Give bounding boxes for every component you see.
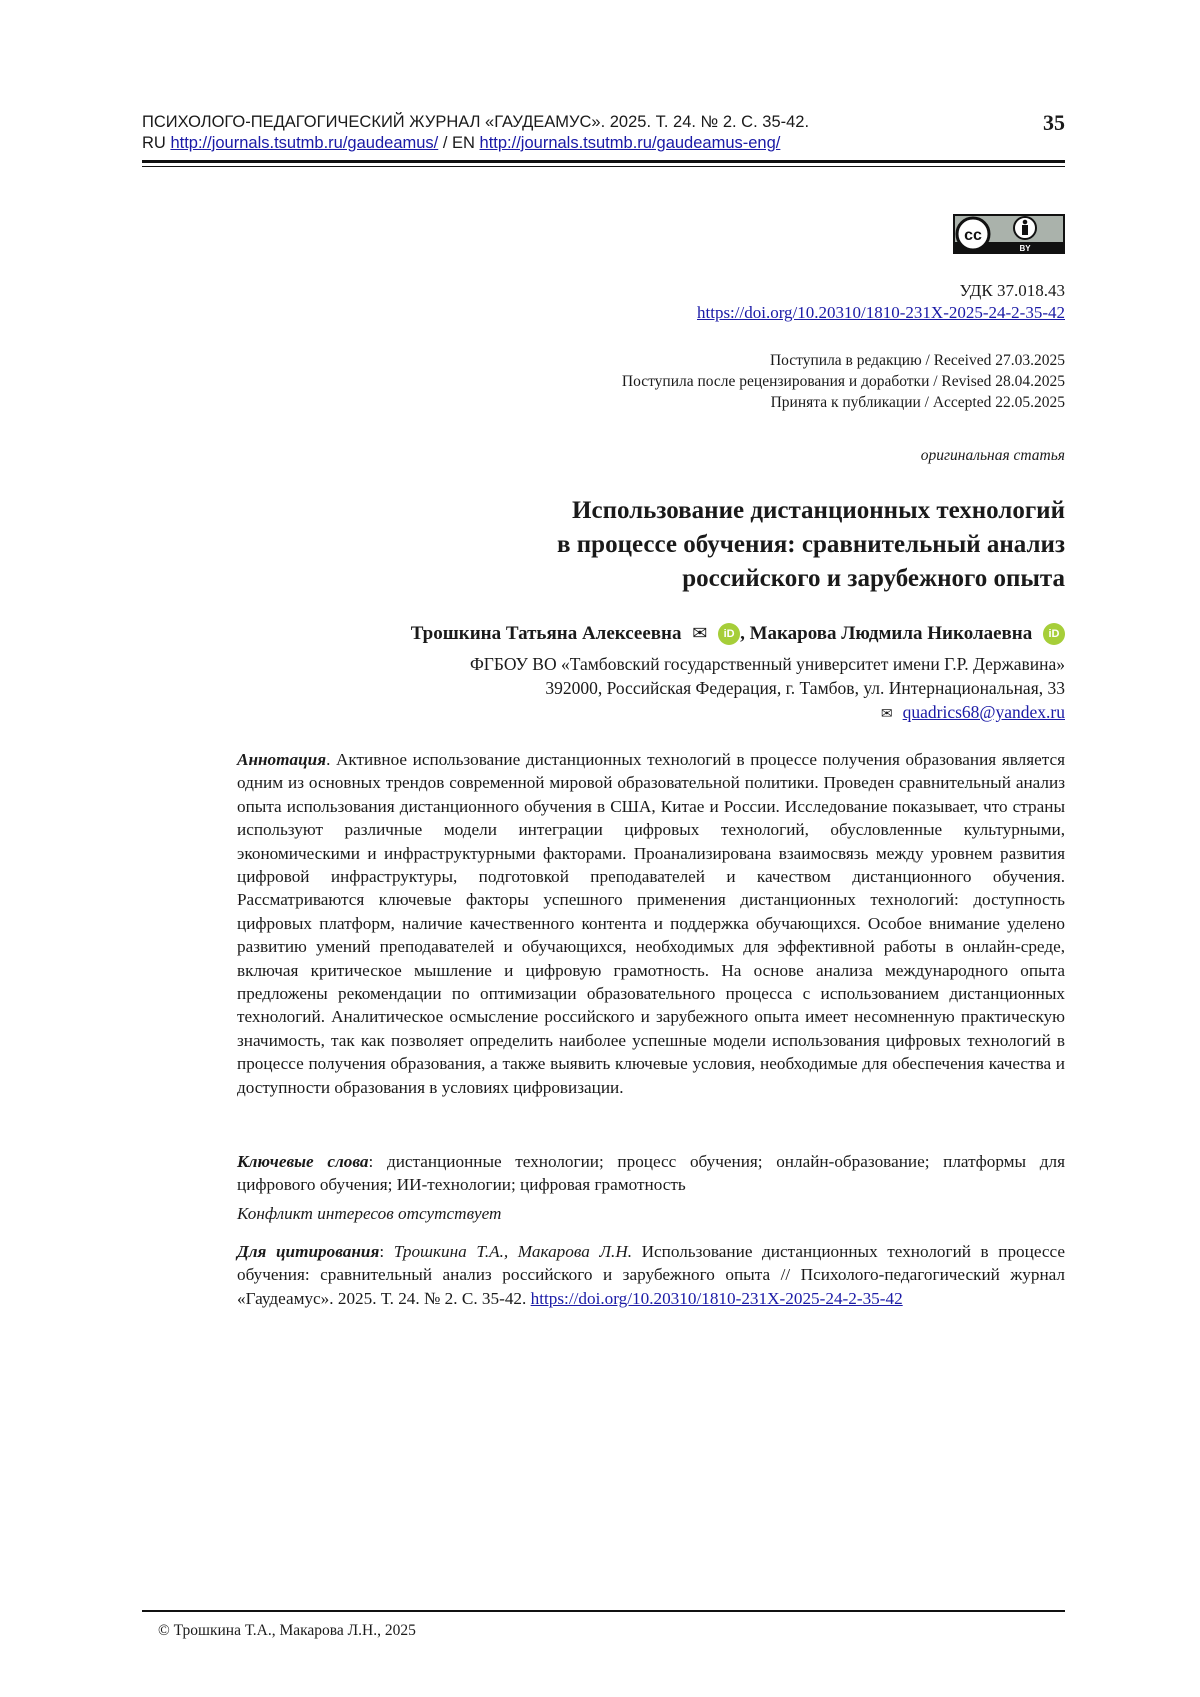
envelope-icon: ✉ [692, 623, 708, 643]
revised-date: Поступила после рецензирования и доработки / Revised 28.04.2025 [621, 373, 1065, 390]
title-line: российского и зарубежного опыта [682, 565, 1065, 592]
abstract [237, 748, 1065, 1099]
abstract-label: Аннотация [237, 750, 327, 769]
citation-text: Использование дистанционных технологий в процессе обучения: сравнительный анализ российского и зарубежного опыта // Психолого-педагогический журнал «Гаудеамус». 2025. Т. 24. № 2. С. 35-42. [237, 1242, 1065, 1308]
article-type: оригинальная статья [920, 447, 1065, 464]
en-prefix: / EN [442, 134, 475, 152]
en-url-link[interactable]: http://journals.tsutmb.ru/gaudeamus-eng/ [479, 134, 781, 152]
author-2: , Макарова Людмила Николаевна [740, 623, 1033, 644]
author-1: Трошкина Татьяна Алексеевна [410, 623, 682, 644]
journal-line: ПСИХОЛОГО-ПЕДАГОГИЧЕСКИЙ ЖУРНАЛ «ГАУДЕАМУС». 2025. Т. 24. № 2. С. 35-42. [142, 113, 810, 131]
authors-line [411, 620, 1065, 647]
running-header [142, 112, 1065, 154]
conflict-statement: Конфликт интересов отсутствует [237, 1204, 502, 1223]
keywords [237, 1150, 1065, 1197]
affiliation-org: ФГБОУ ВО «Тамбовский государственный университет имени Г.Р. Державина» [469, 654, 1065, 674]
citation [237, 1240, 1065, 1310]
header-rule-thin [142, 166, 1065, 167]
title-line: Использование дистанционных технологий [572, 497, 1065, 524]
affiliation-address: 392000, Российская Федерация, г. Тамбов, ул. Интернациональная, 33 [545, 678, 1065, 698]
cc-label: cc [964, 227, 982, 244]
email-link[interactable]: quadrics68@yandex.ru [902, 702, 1065, 722]
envelope-icon: ✉ [880, 707, 893, 722]
citation-label: Для цитирования [237, 1242, 380, 1261]
abstract-text: . Активное использование дистанционных технологий в процессе получения образования является одним из основных трендов современной мировой образовательной политики. Проведен сравнительный анализ опыта использования дистанционного обучения в США, Китае и России. Исследование показывает, что страны используют различные модели интеграции цифровых технологий, обусловленные культурными, экономическими и инфраструктурными факторами. Проанализирована взаимосвязь между уровнем развития цифровой инфраструктуры, подготовкой преподавателей и качеством дистанционного обучения. Рассматриваются ключевые факторы успешного применения дистанционных технологий: доступность цифровых платформ, наличие качественного контента и поддержка обучающихся. Особое внимание уделено развитию умений преподавателей и обучающихся, необходимых для эффективной работы в онлайн-среде, включая критическое мышление и цифровую грамотность. На основе анализа международного опыта предложены рекомендации по оптимизации образовательного процесса с использованием дистанционных технологий. Аналитическое осмысление российского и зарубежного опыта имеет несомненную практическую значимость, так как позволяет определить наиболее успешные модели использования цифровых технологий в процессе получения образования, а также выявить ключевые условия, необходимые для обеспечения качества и доступности образования в условиях цифровизации. [237, 750, 1065, 1097]
ru-prefix: RU [142, 134, 166, 152]
doi-link[interactable]: https://doi.org/10.20310/1810-231X-2025-24-2-35-42 [697, 303, 1065, 322]
citation-authors: Трошкина Т.А., Макарова Л.Н. [393, 1242, 633, 1261]
udk-block [697, 280, 1065, 324]
copyright-footer: © Трошкина Т.А., Макарова Л.Н., 2025 [158, 1622, 416, 1639]
by-label: BY [1019, 244, 1031, 253]
keywords-text: : дистанционные технологии; процесс обучения; онлайн-образование; платформы для цифрового обучения; ИИ-технологии; цифровая грамотность [237, 1152, 1065, 1195]
email-line [470, 700, 1065, 727]
orcid-icon[interactable]: iD [1043, 623, 1065, 645]
orcid-icon[interactable]: iD [718, 623, 740, 645]
header-rule [142, 160, 1065, 163]
page-number: 35 [1043, 110, 1065, 135]
affiliation-block [470, 652, 1065, 727]
citation-colon: : [379, 1242, 394, 1261]
received-date: Поступила в редакцию / Received 27.03.2025 [769, 352, 1065, 369]
keywords-label: Ключевые слова [237, 1152, 369, 1171]
dates-block [622, 350, 1065, 413]
cc-by-license-icon[interactable] [953, 214, 1065, 254]
udk-code: УДК 37.018.43 [959, 281, 1065, 300]
journal-urls [142, 133, 1065, 154]
footer-rule [142, 1610, 1065, 1612]
ru-url-link[interactable]: http://journals.tsutmb.ru/gaudeamus/ [170, 134, 439, 152]
accepted-date: Принята к публикации / Accepted 22.05.2025 [770, 394, 1065, 411]
title-line: в процессе обучения: сравнительный анализ [557, 531, 1065, 558]
article-title [557, 494, 1065, 596]
citation-doi-link[interactable]: https://doi.org/10.20310/1810-231X-2025-24-2-35-42 [530, 1288, 903, 1308]
